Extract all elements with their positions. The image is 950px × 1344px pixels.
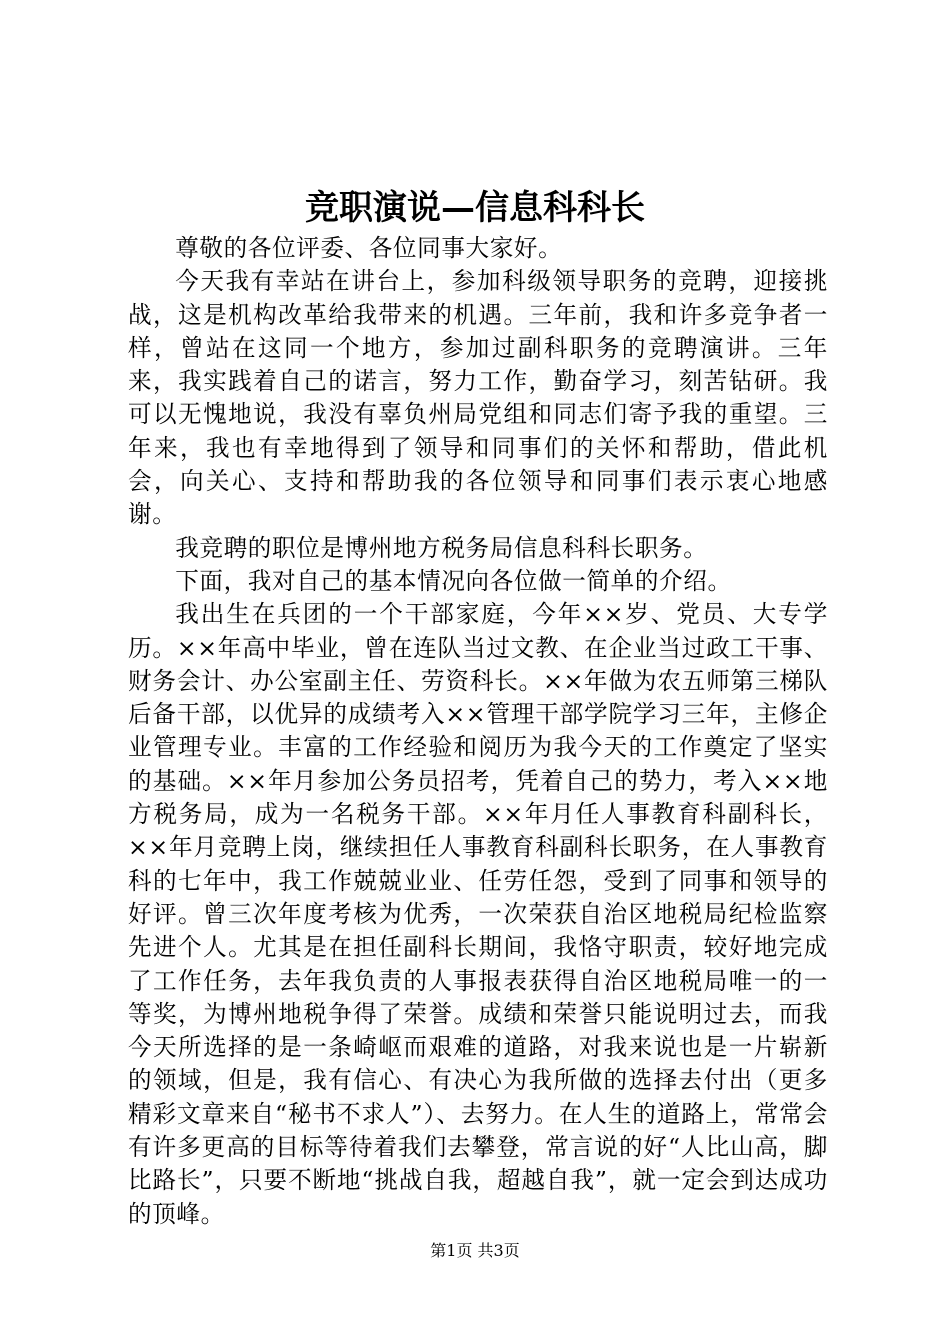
paragraph-position: 我竞聘的职位是博州地方税务局信息科科长职务。 (175, 533, 708, 562)
document-body (128, 232, 828, 1231)
paragraph-transition: 下面，我对自己的基本情况向各位做一简单的介绍。 (175, 566, 732, 595)
paragraph-introduction: 今天我有幸站在讲台上，参加科级领导职务的竞聘，迎接挑战，这是机构改革给我带来的机遇。三年前，我和许多竞争者一样，曾站在这同一个地方，参加过副科职务的竞聘演讲。三年来，我实践着自己的诺言，努力工作，勤奋学习，刻苦钻研。我可以无愧地说，我没有辜负州局党组和同志们寄予我的重望。三年来，我也有幸地得到了领导和同事们的关怀和帮助，借此机会，向关心、支持和帮助我的各位领导和同事们表示衷心地感谢。 (128, 267, 828, 529)
document-title: 竞职演说—信息科科长 (305, 188, 645, 228)
paragraph-greeting: 尊敬的各位评委、各位同事大家好。 (175, 234, 563, 262)
page-footer: 第1页 共3页 (430, 1241, 520, 1260)
paragraph-background: 我出生在兵团的一个干部家庭，今年××岁、党员、大专学历。××年高中毕业，曾在连队当过文教、在企业当过政工干事、财务会计、办公室副主任、劳资科长。××年做为农五师第三梯队后备干部，以优异的成绩考入××管理干部学院学习三年，主修企业管理专业。丰富的工作经验和阅历为我今天的工作奠定了坚实的基础。××年月参加公务员招考，凭着自己的势力，考入××地方税务局，成为一名税务干部。××年月任人事教育科副科长，××年月竞聘上岗，继续担任人事教育科副科长职务，在人事教育科的七年中，我工作兢兢业业、任劳任怨，受到了同事和领导的好评。曾三次年度考核为优秀，一次荣获自治区地税局纪检监察先进个人。尤其是在担任副科长期间，我恪守职责，较好地完成了工作任务，去年我负责的人事报表获得自治区地税局唯一的一等奖，为博州地税争得了荣誉。成绩和荣誉只能说明过去，而我今天所选择的是一条崎岖而艰难的道路，对我来说也是一片崭新的领域，但是，我有信心、有决心为我所做的选择去付出（更多精彩文章来自“秘书不求人”）、去努力。在人生的道路上，常常会有许多更高的目标等待着我们去攀登，常言说的好“人比山高，脚比路长”，只要不断地“挑战自我，超越自我”，就一定会到达成功的顶峰。 (128, 600, 828, 1228)
